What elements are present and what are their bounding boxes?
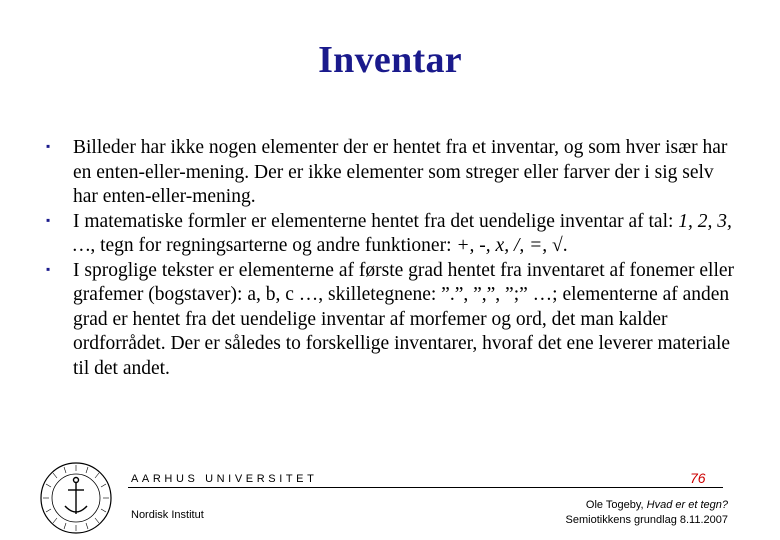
bullet-text: Billeder har ikke nogen elementer der er hentet fra et inventar, og som hver især har en enten-eller-mening. Der er ikke elementer som streger eller farver der i sig selv har enten-eller-mening. [73, 137, 728, 207]
bullet-list [40, 136, 740, 381]
square-bullet-icon: ▪ [46, 212, 51, 227]
bullet-text: +, -, x, /, =, √ [456, 235, 563, 256]
slide-title: Inventar [318, 39, 462, 81]
bullet-text: 1, 2, 3, … [73, 210, 732, 256]
square-bullet-icon: ▪ [46, 261, 51, 276]
square-bullet-icon: ▪ [46, 139, 51, 153]
aarhus-university-seal-icon [38, 460, 114, 536]
bullet-item [40, 259, 740, 382]
university-name: AARHUS UNIVERSITET [131, 473, 318, 485]
work-title: Hvad er et tegn? [646, 499, 728, 511]
footer-divider [128, 487, 723, 488]
author-name: Ole Togeby, [585, 499, 647, 511]
page-number: 76 [690, 470, 706, 486]
bullet-text: I matematiske formler er elementerne hentet fra det uendelige inventar af tal: [73, 210, 679, 232]
footer-credit [566, 498, 728, 528]
bullet-item [40, 210, 740, 259]
course-line: Semiotikkens grundlag 8.11.2007 [565, 514, 728, 526]
institute-name: Nordisk Institut [131, 509, 204, 521]
bullet-text: . [562, 235, 568, 256]
author-line [566, 498, 728, 513]
bullet-text: , tegn for regningsarterne og andre funktioner: [90, 235, 457, 256]
bullet-item [40, 136, 740, 210]
bullet-text: I sproglige tekster er elementerne af første grad hentet fra inventaret af fonemer eller grafemer (bogstaver): a, b, c …, skilletegnene: ”.”, ”,”, ”;” …; elementerne af anden grad er hentet fra det uendelige inventar af morfemer og ord, det man kalder ordforrådet. Der er således to forskellige inventarer, hvoraf det ene leverer materiale til det andet. [73, 259, 735, 379]
